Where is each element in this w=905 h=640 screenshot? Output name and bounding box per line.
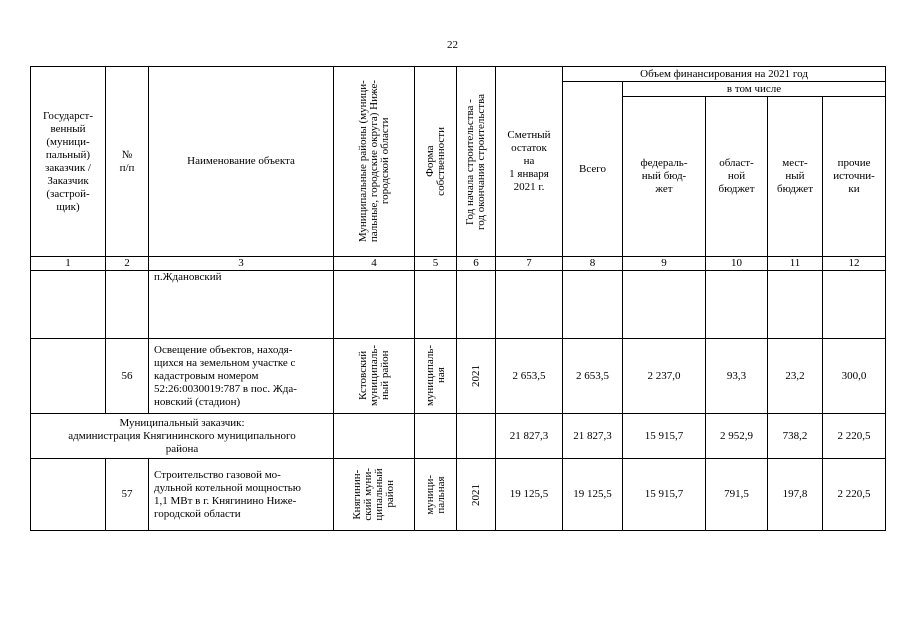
balance: 19 125,5: [496, 459, 563, 531]
other-sources: 2 220,5: [823, 414, 886, 459]
header-balance: Сметный остаток на 1 января 2021 г.: [496, 67, 563, 257]
section-label: п.Ждановский: [149, 271, 334, 339]
district: Княгинин- ский муни- ципальный район: [334, 459, 415, 531]
header-object-name: Наименование объекта: [149, 67, 334, 257]
object-name: Строительство газовой мо- дульной котельной мощностью 1,1 МВт в г. Княгинино Ниже- городской области: [149, 459, 334, 531]
local-budget: 738,2: [768, 414, 823, 459]
balance: 2 653,5: [496, 339, 563, 414]
table-row: [31, 339, 886, 414]
header-financing: Объем финансирования на 2021 год: [563, 67, 886, 82]
balance: 21 827,3: [496, 414, 563, 459]
row-number: 57: [106, 459, 149, 531]
table-row: [31, 459, 886, 531]
customer-row: [31, 414, 886, 459]
col-number: 6: [457, 257, 496, 271]
page-number: 22: [447, 39, 458, 51]
col-number: 3: [149, 257, 334, 271]
header-years: Год начала строительства - год окончания строительства: [457, 67, 496, 257]
federal-budget: 15 915,7: [623, 414, 706, 459]
total: 19 125,5: [563, 459, 623, 531]
regional-budget: 791,5: [706, 459, 768, 531]
regional-budget: 93,3: [706, 339, 768, 414]
local-budget: 23,2: [768, 339, 823, 414]
header-total: Всего: [563, 82, 623, 257]
header-ownership: Форма собственности: [415, 67, 457, 257]
total: 2 653,5: [563, 339, 623, 414]
federal-budget: 15 915,7: [623, 459, 706, 531]
federal-budget: 2 237,0: [623, 339, 706, 414]
local-budget: 197,8: [768, 459, 823, 531]
header-other: прочие источни- ки: [823, 97, 886, 257]
col-number: 2: [106, 257, 149, 271]
col-number: 5: [415, 257, 457, 271]
section-zhdanovsky-row: [31, 271, 886, 339]
column-numbers-row: [31, 257, 886, 271]
col-number: 1: [31, 257, 106, 271]
ownership: муниципаль- ная: [415, 339, 457, 414]
header-regional: област- ной бюджет: [706, 97, 768, 257]
col-number: 9: [623, 257, 706, 271]
col-number: 4: [334, 257, 415, 271]
other-sources: 300,0: [823, 339, 886, 414]
years: 2021: [457, 339, 496, 414]
customer-label: Муниципальный заказчик: администрация Княгининского муниципального района: [31, 414, 334, 459]
row-number: 56: [106, 339, 149, 414]
years: 2021: [457, 459, 496, 531]
header-including: в том числе: [623, 82, 886, 97]
col-number: 10: [706, 257, 768, 271]
total: 21 827,3: [563, 414, 623, 459]
other-sources: 2 220,5: [823, 459, 886, 531]
col-number: 11: [768, 257, 823, 271]
header-municipal-districts: Муниципальные районы (муници- пальные, городские округа) Ниже- городской области: [334, 67, 415, 257]
header-num: № п/п: [106, 67, 149, 257]
header-local: мест- ный бюджет: [768, 97, 823, 257]
district: Кстовский муниципаль- ный район: [334, 339, 415, 414]
col-number: 7: [496, 257, 563, 271]
ownership: муници- пальная: [415, 459, 457, 531]
col-number: 8: [563, 257, 623, 271]
header-federal: федераль- ный бюд- жет: [623, 97, 706, 257]
financing-table: [30, 66, 886, 531]
header-customer: Государст- венный (муници- пальный) заказчик / Заказчик (застрой- щик): [31, 67, 106, 257]
object-name: Освещение объектов, находя- щихся на земельном участке с кадастровым номером 52:26:0030019:787 в пос. Жда- новский (стадион): [149, 339, 334, 414]
regional-budget: 2 952,9: [706, 414, 768, 459]
col-number: 12: [823, 257, 886, 271]
